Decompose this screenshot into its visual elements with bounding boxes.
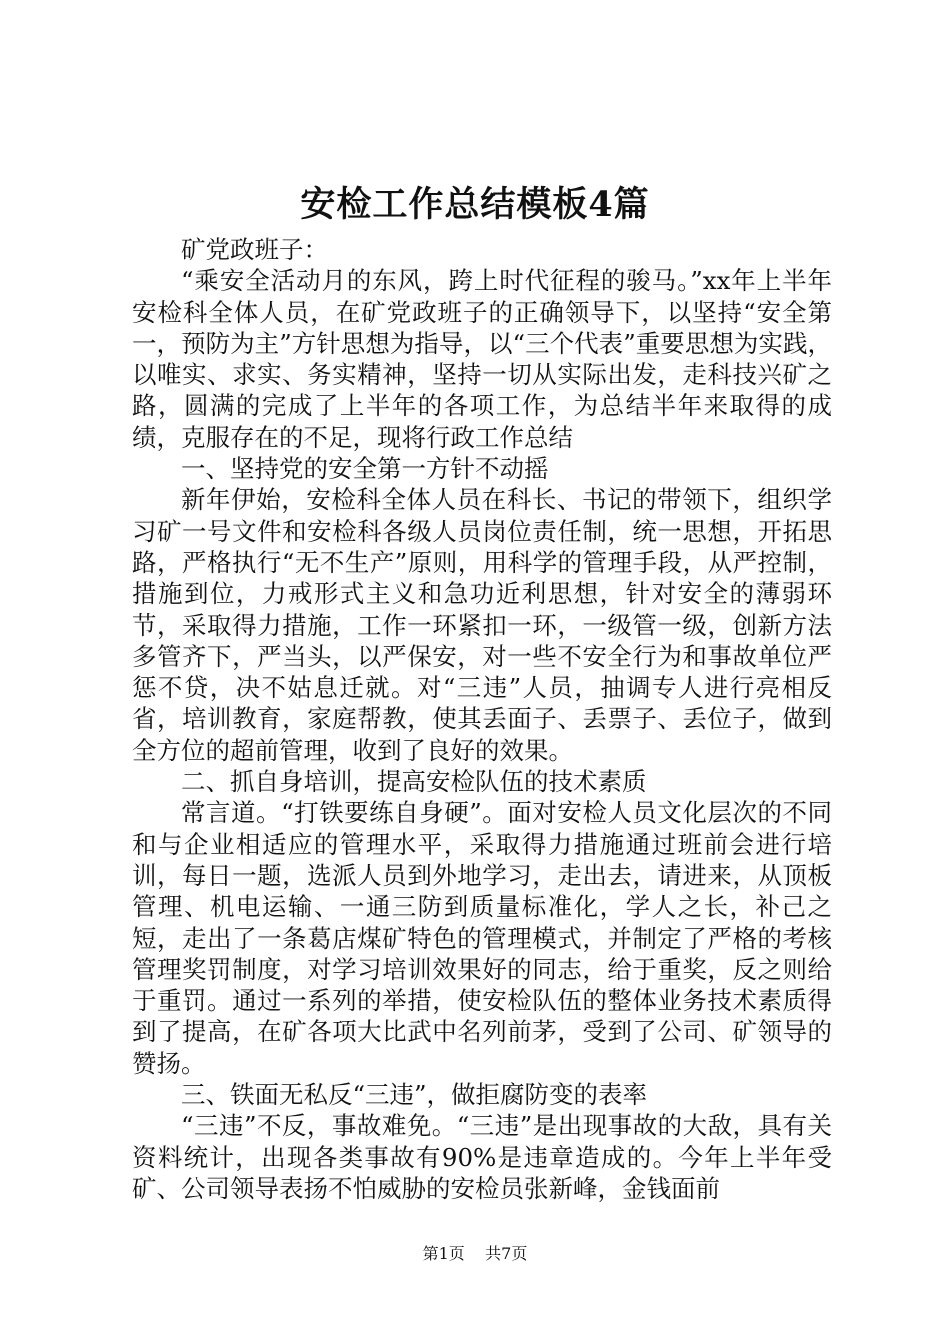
section-heading-2: 二、抓自身培训，提高安检队伍的技术素质: [181, 767, 647, 797]
page-number: 第1页: [422, 1244, 465, 1263]
page-footer: [0, 1244, 950, 1264]
section-2-paragraph: 常言道。“打铁要练自身硬”。面对安检人员文化层次的不同和与企业相适应的管理水平，采取得力措施通过班前会进行培训，每日一题，选派人员到外地学习，走出去，请进来，从顶板管理、机电运输、一通三防到质量标准化，学人之长，补己之短，走出了一条葛店煤矿特色的管理模式，并制定了严格的考核管理奖罚制度，对学习培训效果好的同志，给于重奖，反之则给于重罚。通过一系列的举措，使安检队伍的整体业务技术素质得到了提高，在矿各项大比武中名列前茅，受到了公司、矿领导的赞扬。: [132, 798, 832, 1078]
page-separator: [470, 1244, 480, 1263]
section-3-paragraph: “三违”不反，事故难免。“三违”是出现事故的大敌，具有关资料统计，出现各类事故有90%是违章造成的。今年上半年受矿、公司领导表扬不怕威胁的安检员张新峰，金钱面前: [132, 1111, 832, 1203]
total-pages: 共7页: [485, 1244, 528, 1263]
intro-paragraph: “乘安全活动月的东风，跨上时代征程的骏马。”xx年上半年安检科全体人员，在矿党政班子的正确领导下，以坚持“安全第一，预防为主”方针思想为指导，以“三个代表”重要思想为实践，以唯实、求实、务实精神，坚持一切从实际出发，走科技兴矿之路，圆满的完成了上半年的各项工作，为总结半年来取得的成绩，克服存在的不足，现将行政工作总结: [132, 266, 832, 452]
section-heading-1: 一、坚持党的安全第一方针不动摇: [181, 454, 549, 484]
document-title: 安检工作总结模板4篇: [300, 184, 650, 226]
section-1-paragraph: 新年伊始，安检科全体人员在科长、书记的带领下，组织学习矿一号文件和安检科各级人员岗位责任制，统一思想，开拓思路，严格执行“无不生产”原则，用科学的管理手段，从严控制，措施到位，力戒形式主义和急功近利思想，针对安全的薄弱环节，采取得力措施，工作一环紧扣一环，一级管一级，创新方法多管齐下，严当头，以严保安，对一些不安全行为和事故单位严惩不贷，决不姑息迁就。对“三违”人员，抽调专人进行亮相反省，培训教育，家庭帮教，使其丢面子、丢票子、丢位子，做到全方位的超前管理，收到了良好的效果。: [132, 485, 832, 765]
section-heading-3: 三、铁面无私反“三违”，做拒腐防变的表率: [181, 1080, 648, 1110]
salutation-paragraph: 矿党政班子：: [181, 235, 328, 264]
document-body: [132, 234, 832, 1204]
